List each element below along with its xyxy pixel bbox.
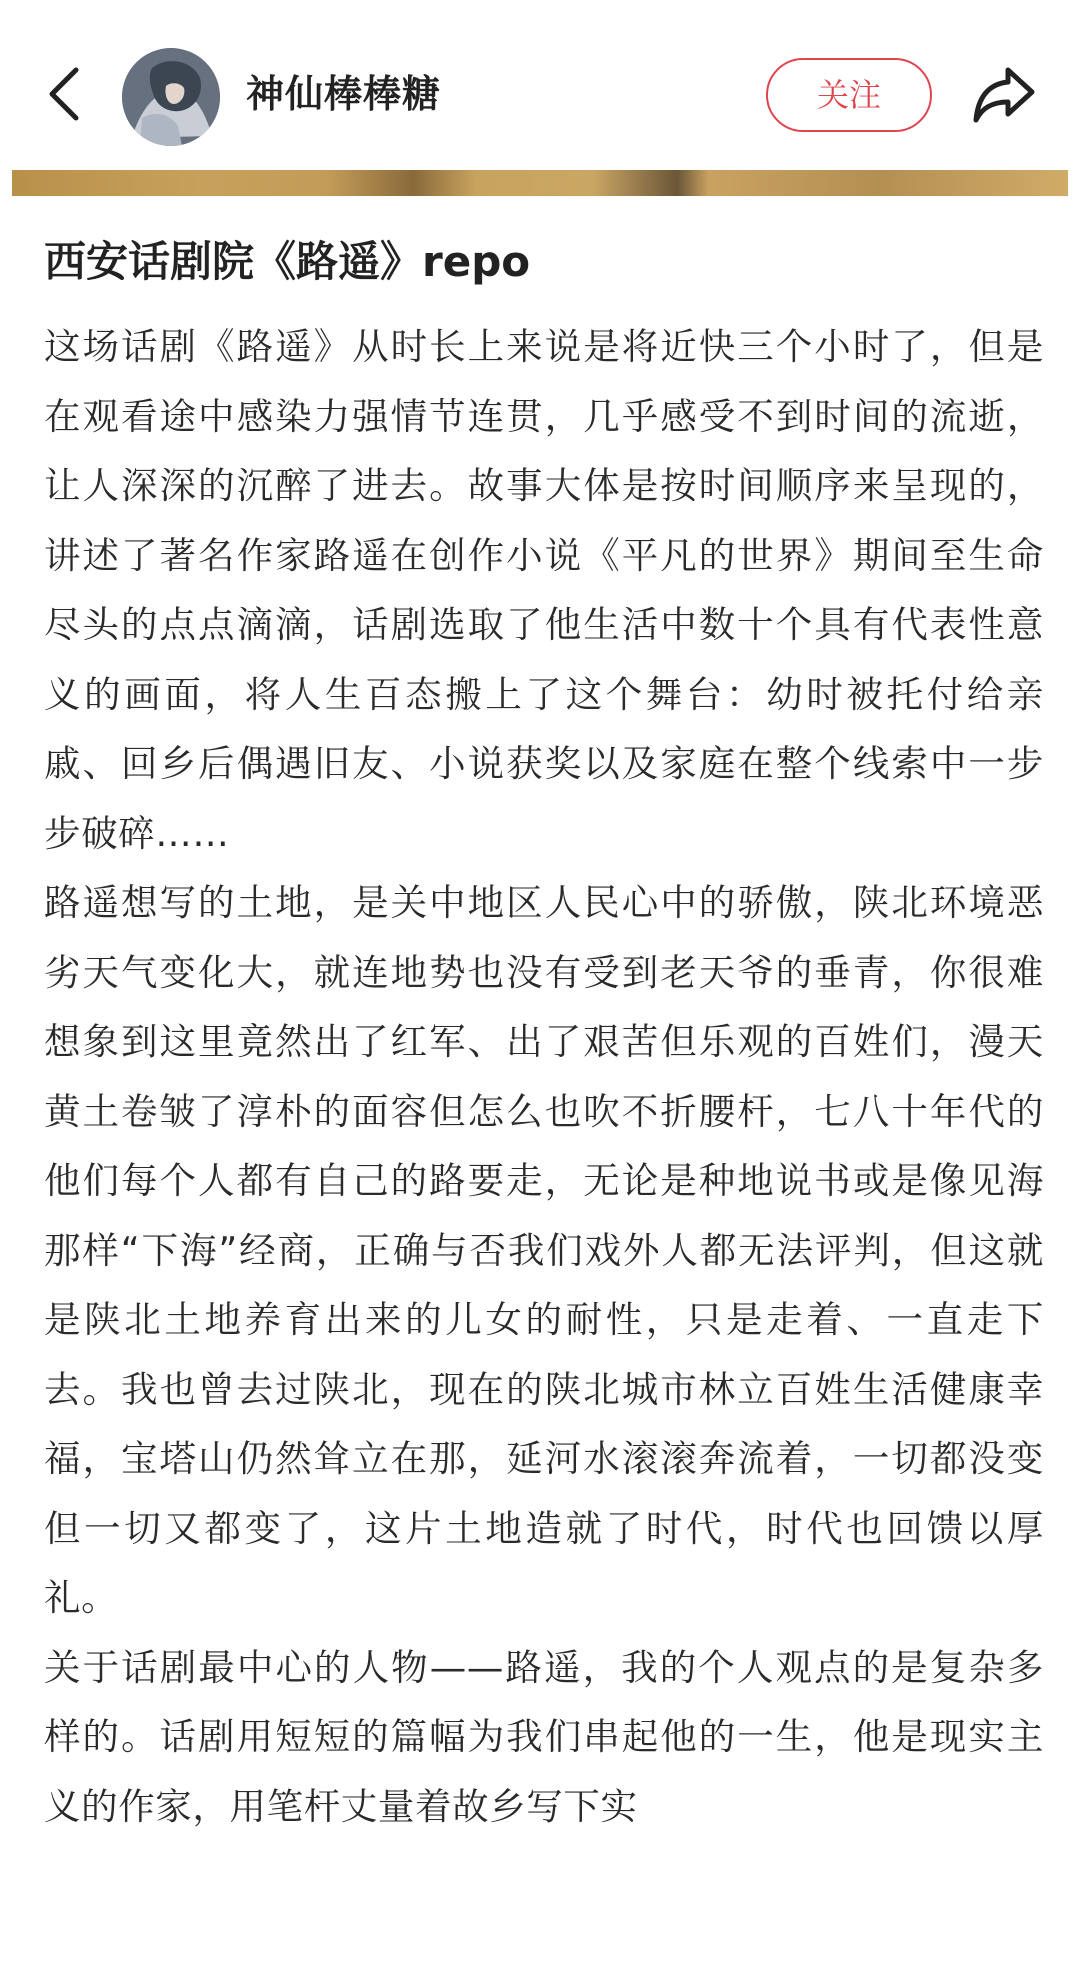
post-paragraph-3: 关于话剧最中心的人物——路遥，我的个人观点的是复杂多样的。话剧用短短的篇幅为我们串起他的一生，他是现实主义的作家，用笔杆丈量着故乡写下实 <box>44 1645 1044 1828</box>
post-title: 西安话剧院《路遥》repo <box>44 237 531 286</box>
post-paragraph-2: 路遥想写的土地，是关中地区人民心中的骄傲，陕北环境恶劣天气变化大，就连地势也没有受到老天爷的垂青，你很难想象到这里竟然出了红军、出了艰苦但乐观的百姓们，漫天黄土卷皱了淳朴的面容但怎么也吹不折腰杆，七八十年代的他们每个人都有自己的路要走，无论是种地说书或是像见海那样“下海”经商，正确与否我们戏外人都无法评判，但这就是陕北土地养育出来的儿女的耐性，只是走着、一直走下去。我也曾去过陕北，现在的陕北城市林立百姓生活健康幸福，宝塔山仍然耸立在那，延河水滚滚奔流着，一切都没变但一切又都变了，这片土地造就了时代，时代也回馈以厚礼。 <box>44 881 1044 1619</box>
back-button[interactable] <box>36 56 96 132</box>
cover-image-strip <box>12 170 1068 196</box>
share-button[interactable] <box>970 62 1038 126</box>
chevron-left-icon <box>36 56 96 132</box>
post-paragraph-1: 这场话剧《路遥》从时长上来说是将近快三个小时了，但是在观看途中感染力强情节连贯，几乎感受不到时间的流逝，让人深深的沉醉了进去。故事大体是按时间顺序来呈现的，讲述了著名作家路遥在创作小说《平凡的世界》期间至生命尽头的点点滴滴，话剧选取了他生活中数十个具有代表性意义的画面，将人生百态搬上了这个舞台：幼时被托付给亲戚、回乡后偶遇旧友、小说获奖以及家庭在整个线索中一步步破碎…… <box>44 325 1044 855</box>
avatar[interactable] <box>122 48 220 146</box>
share-arrow-icon <box>970 62 1038 126</box>
follow-button[interactable]: 关注 <box>766 58 932 132</box>
author-name[interactable]: 神仙棒棒糖 <box>246 72 442 116</box>
avatar-image <box>122 48 220 146</box>
top-bar <box>0 0 1080 170</box>
post-body <box>44 224 1044 1841</box>
